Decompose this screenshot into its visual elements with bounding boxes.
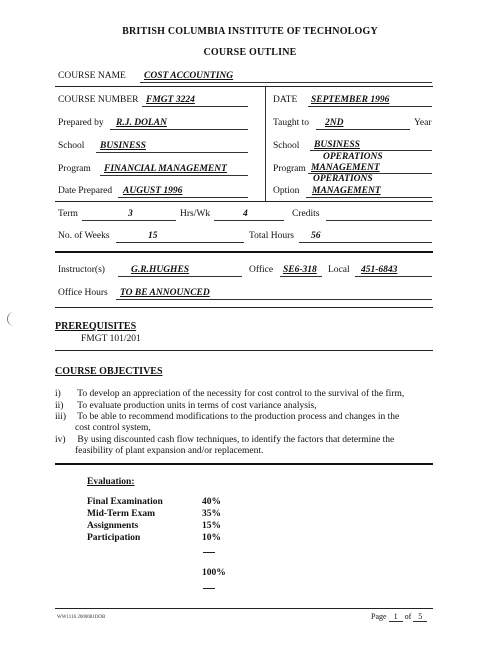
instructor-value: G.R.HUGHES — [131, 265, 190, 275]
binder-mark — [7, 312, 18, 326]
objective-item — [55, 401, 317, 411]
weeks-value: 15 — [148, 231, 158, 241]
objective-text: To evaluate production units in terms of cost variance analysis, — [77, 401, 317, 411]
office-underline — [280, 276, 322, 277]
hrs-underline — [214, 220, 284, 221]
prerequisites-heading: PREREQUISITES — [55, 321, 137, 332]
program-right-underline — [308, 173, 432, 174]
objective-item — [55, 389, 404, 399]
term-underline — [82, 220, 176, 221]
date-prepared-value: AUGUST 1996 — [123, 186, 183, 196]
weeks-underline — [116, 242, 244, 243]
local-underline — [355, 276, 432, 277]
option-underline — [306, 197, 432, 198]
taught-to-underline — [316, 129, 410, 130]
objective-item — [55, 435, 394, 445]
prerequisites-value: FMGT 101/201 — [81, 334, 141, 344]
course-number-underline — [142, 106, 248, 107]
program-left-label: Program — [58, 164, 91, 174]
course-name-underline — [140, 82, 432, 83]
term-label: Term — [58, 209, 78, 219]
program-left-value: FINANCIAL MANAGEMENT — [104, 164, 227, 174]
local-value: 451-6843 — [361, 265, 398, 275]
course-number-label: COURSE NUMBER — [58, 95, 139, 105]
objective-number: iii) — [55, 412, 67, 422]
objective-text-cont: cost control system, — [75, 423, 151, 433]
evaluation-value: 15% — [202, 521, 221, 531]
divider — [55, 251, 433, 253]
objective-number: ii) — [55, 401, 64, 411]
office-hours-value: TO BE ANNOUNCED — [120, 288, 210, 298]
column-divider — [265, 87, 266, 201]
year-label: Year — [414, 118, 432, 128]
total-hours-value: 56 — [311, 231, 321, 241]
objective-text: To be able to recommend modifications to the production process and changes in the — [77, 412, 400, 422]
program-left-underline — [100, 175, 248, 176]
page-total: 5 — [413, 612, 427, 622]
objective-item — [55, 412, 399, 422]
course-name-label: COURSE NAME — [58, 71, 126, 81]
credits-underline — [326, 220, 432, 221]
school-left-value: BUSINESS — [100, 141, 146, 151]
local-label: Local — [328, 265, 350, 275]
prepared-by-label: Prepared by — [58, 118, 104, 128]
taught-to-label: Taught to — [273, 118, 310, 128]
term-value: 3 — [128, 209, 133, 219]
date-prepared-underline — [118, 197, 248, 198]
instructor-label: Instructor(s) — [58, 265, 105, 275]
school-right-label: School — [273, 141, 300, 151]
page-indicator — [371, 612, 427, 622]
weeks-label: No. of Weeks — [58, 231, 110, 241]
form-code: WW1116 2000081DOB — [57, 615, 106, 620]
page-label: Page — [371, 612, 387, 621]
instructor-underline — [118, 276, 242, 277]
prepared-by-value: R.J. DOLAN — [116, 118, 167, 128]
program-right-label: Program — [273, 164, 306, 174]
page-number: 1 — [389, 612, 403, 622]
divider — [55, 86, 433, 87]
divider — [55, 201, 433, 202]
evaluation-label: Mid-Term Exam — [87, 509, 155, 519]
evaluation-total: 100% — [202, 568, 226, 578]
total-hours-underline — [299, 242, 432, 243]
office-hours-underline — [116, 299, 432, 300]
program-right-value-1: MANAGEMENT — [311, 163, 380, 173]
evaluation-label: Participation — [87, 533, 141, 543]
evaluation-label: Assignments — [87, 521, 139, 531]
school-left-underline — [96, 152, 248, 153]
option-value: MANAGEMENT — [312, 186, 381, 196]
objective-text-cont: feasibility of plant expansion and/or replacement. — [75, 446, 264, 456]
divider — [55, 608, 433, 609]
date-value: SEPTEMBER 1996 — [311, 95, 390, 105]
date-underline — [308, 106, 432, 107]
total-rule-top — [203, 552, 215, 553]
taught-to-value: 2ND — [325, 118, 344, 128]
objective-number: iv) — [55, 435, 66, 445]
document-title: COURSE OUTLINE — [203, 47, 297, 58]
course-name-value: COST ACCOUNTING — [144, 71, 234, 81]
date-label: DATE — [273, 95, 298, 105]
hrs-label: Hrs/Wk — [180, 209, 211, 219]
objectives-heading: COURSE OBJECTIVES — [55, 366, 163, 377]
evaluation-label: Final Examination — [87, 497, 163, 507]
institution-name: BRITISH COLUMBIA INSTITUTE OF TECHNOLOGY — [122, 26, 378, 37]
program-right-value-2: OPERATIONS — [313, 174, 373, 184]
evaluation-value: 35% — [202, 509, 221, 519]
office-value: SE6-318 — [283, 265, 317, 275]
total-rule-bottom — [203, 588, 215, 589]
school-right-underline — [310, 150, 432, 151]
school-right-value-2: OPERATIONS — [323, 152, 383, 162]
school-left-label: School — [58, 141, 85, 151]
objective-number: i) — [55, 389, 61, 399]
evaluation-value: 10% — [202, 533, 221, 543]
objective-text: To develop an appreciation of the necessity for cost control to the survival of the firm, — [77, 389, 405, 399]
option-label: Option — [273, 186, 300, 196]
office-hours-label: Office Hours — [58, 288, 108, 298]
evaluation-heading: Evaluation: — [87, 477, 135, 487]
divider — [55, 350, 433, 351]
course-number-value: FMGT 3224 — [146, 95, 195, 105]
of-label: of — [404, 612, 412, 621]
total-hours-label: Total Hours — [249, 231, 294, 241]
objective-text: By using discounted cash flow techniques, to identify the factors that determine the — [77, 435, 395, 445]
divider — [55, 307, 433, 308]
office-label: Office — [249, 265, 274, 275]
hrs-value: 4 — [243, 209, 248, 219]
divider — [55, 463, 433, 465]
date-prepared-label: Date Prepared — [58, 186, 113, 196]
evaluation-value: 40% — [202, 497, 221, 507]
credits-label: Credits — [292, 209, 320, 219]
school-right-value-1: BUSINESS — [314, 140, 360, 150]
prepared-by-underline — [110, 129, 248, 130]
